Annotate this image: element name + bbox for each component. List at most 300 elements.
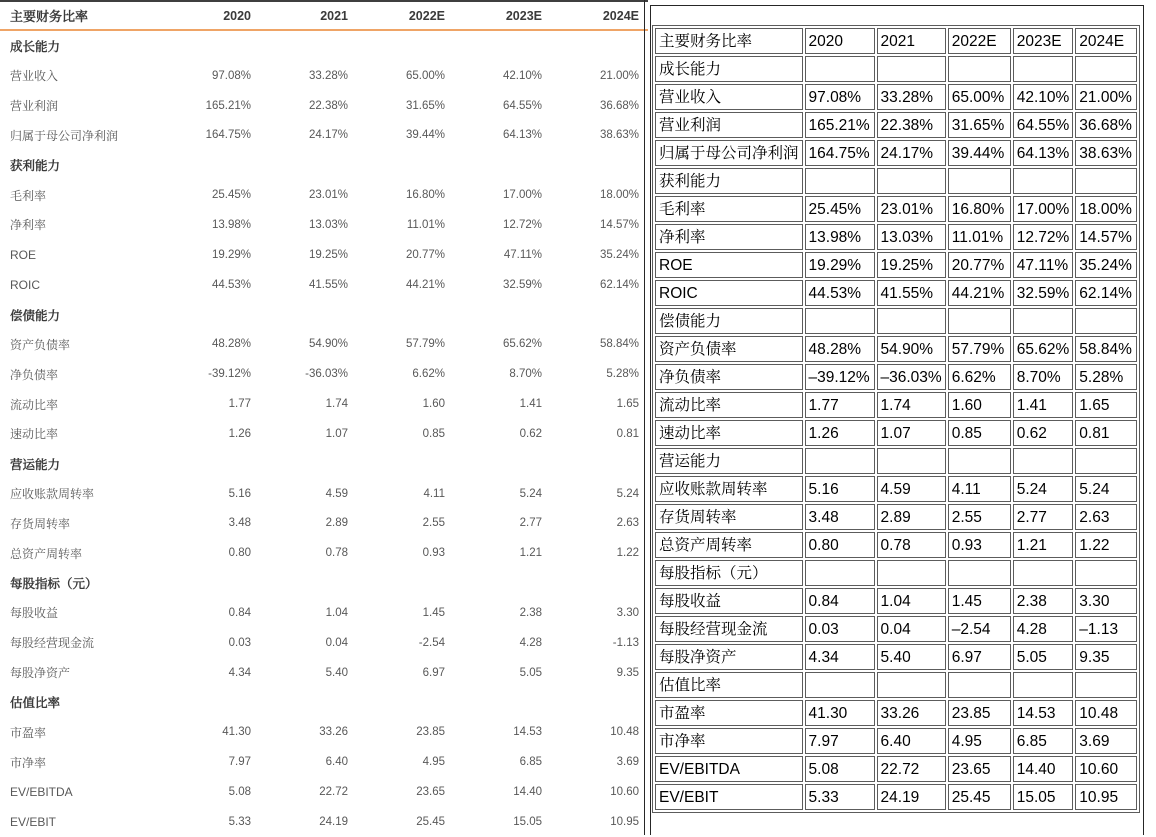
- grid-cell: 1.21: [1013, 532, 1074, 558]
- grid-cell: 62.14%: [1075, 280, 1137, 306]
- grid-cell: [805, 168, 875, 194]
- grid-row-label: ROIC: [655, 280, 803, 306]
- row-value: 4.11: [423, 487, 445, 500]
- row-label: 估值比率: [10, 696, 61, 711]
- grid-cell: 20.77%: [948, 252, 1011, 278]
- grid-cell: [805, 560, 875, 586]
- grid-data-row: [655, 532, 1137, 558]
- grid-cell: [1013, 672, 1074, 698]
- row-value: -1.13: [612, 636, 639, 649]
- row-value: 0.81: [616, 427, 639, 440]
- grid-data-row: [655, 476, 1137, 502]
- row-value: 33.26: [319, 726, 348, 739]
- grid-row-label: 市盈率: [655, 700, 803, 726]
- grid-cell: 3.69: [1075, 728, 1137, 754]
- row-value: -36.03%: [305, 368, 348, 381]
- grid-cell: [948, 560, 1011, 586]
- row-value: 16.80%: [405, 189, 445, 202]
- row-value: 5.33: [228, 815, 251, 828]
- grid-cell: 17.00%: [1013, 196, 1074, 222]
- grid-cell: [877, 448, 946, 474]
- report-data-row: [0, 240, 648, 270]
- grid-row-label: 资产负债率: [655, 336, 803, 362]
- grid-cell: 4.59: [877, 476, 946, 502]
- grid-cell: 6.97: [948, 644, 1011, 670]
- row-value: 65.00%: [405, 69, 445, 82]
- report-table: [0, 2, 648, 837]
- row-label: 每股净资产: [10, 666, 71, 681]
- row-label: 存货周转率: [10, 516, 71, 531]
- report-header-year: 2022E: [408, 8, 445, 23]
- grid-cell: 5.28%: [1075, 364, 1137, 390]
- grid-row-label: EV/EBIT: [655, 784, 803, 810]
- grid-cell: [805, 56, 875, 82]
- row-value: 23.65: [416, 786, 445, 799]
- grid-cell: 8.70%: [1013, 364, 1074, 390]
- row-value: 25.45: [416, 815, 445, 828]
- row-value: 0.80: [228, 547, 251, 560]
- row-value: 58.84%: [599, 338, 639, 351]
- grid-cell: 14.53: [1013, 700, 1074, 726]
- grid-cell: 4.95: [948, 728, 1011, 754]
- row-value: 1.65: [616, 398, 639, 411]
- row-value: 32.59%: [502, 278, 542, 291]
- row-value: 35.24%: [599, 248, 639, 261]
- grid-cell: [805, 308, 875, 334]
- row-label: 每股指标（元）: [10, 577, 98, 592]
- row-value: 14.40: [513, 786, 542, 799]
- grid-cell: –1.13: [1075, 616, 1137, 642]
- grid-cell: 33.26: [877, 700, 946, 726]
- grid-row-label: 营业利润: [655, 112, 803, 138]
- grid-row-label: 应收账款周转率: [655, 476, 803, 502]
- grid-cell: 0.80: [805, 532, 875, 558]
- grid-cell: 48.28%: [805, 336, 875, 362]
- grid-cell: 0.81: [1075, 420, 1137, 446]
- grid-cell: 5.05: [1013, 644, 1074, 670]
- row-value: 7.97: [228, 756, 251, 769]
- grid-cell: 0.85: [948, 420, 1011, 446]
- row-value: 2.89: [325, 517, 348, 530]
- grid-cell: [1013, 56, 1074, 82]
- report-data-row: [0, 210, 648, 240]
- grid-row-label: 存货周转率: [655, 504, 803, 530]
- row-value: 5.28%: [606, 368, 639, 381]
- row-value: 1.60: [422, 398, 445, 411]
- row-value: 48.28%: [211, 338, 251, 351]
- grid-cell: 1.26: [805, 420, 875, 446]
- grid-cell: 11.01%: [948, 224, 1011, 250]
- row-label: 毛利率: [10, 188, 47, 203]
- row-value: 20.77%: [405, 248, 445, 261]
- row-value: 0.93: [422, 547, 445, 560]
- row-label: 偿债能力: [10, 308, 61, 323]
- grid-cell: [877, 56, 946, 82]
- row-label: 应收账款周转率: [10, 487, 95, 502]
- grid-cell: 16.80%: [948, 196, 1011, 222]
- grid-cell: 7.97: [805, 728, 875, 754]
- report-data-row: [0, 598, 648, 628]
- grid-cell: 0.78: [877, 532, 946, 558]
- row-value: 39.44%: [405, 129, 445, 142]
- report-header-year: 2024E: [602, 8, 639, 23]
- grid-data-row: [655, 700, 1137, 726]
- report-data-row: [0, 658, 648, 688]
- grid-row-label: ROE: [655, 252, 803, 278]
- row-label: ROIC: [10, 277, 40, 292]
- grid-cell: 2.38: [1013, 588, 1074, 614]
- row-value: -2.54: [418, 636, 445, 649]
- row-value: 3.30: [616, 606, 639, 619]
- grid-cell: 58.84%: [1075, 336, 1137, 362]
- grid-data-row: [655, 84, 1137, 110]
- row-value: 4.95: [422, 756, 445, 769]
- report-section-row: [0, 449, 648, 479]
- report-data-row: [0, 747, 648, 777]
- row-value: 9.35: [616, 666, 639, 679]
- grid-cell: [877, 308, 946, 334]
- grid-data-row: [655, 784, 1137, 810]
- grid-cell: 0.84: [805, 588, 875, 614]
- row-value: 1.04: [325, 606, 348, 619]
- grid-cell: 2.55: [948, 504, 1011, 530]
- grid-data-row: [655, 196, 1137, 222]
- report-section-row: [0, 568, 648, 598]
- row-label: ROE: [10, 247, 37, 262]
- grid-data-row: [655, 644, 1137, 670]
- grid-cell: 165.21%: [805, 112, 875, 138]
- grid-cell: 6.40: [877, 728, 946, 754]
- grid-cell: 1.65: [1075, 392, 1137, 418]
- row-value: 3.69: [616, 756, 639, 769]
- row-label: 市盈率: [10, 725, 47, 740]
- grid-row-label: 总资产周转率: [655, 532, 803, 558]
- grid-cell: 23.01%: [877, 196, 946, 222]
- row-value: 2.55: [422, 517, 445, 530]
- grid-cell: [948, 448, 1011, 474]
- row-value: 0.85: [422, 427, 445, 440]
- row-value: 13.98%: [211, 218, 251, 231]
- row-value: 8.70%: [509, 368, 542, 381]
- row-label: 营业利润: [10, 99, 59, 114]
- grid-cell: 25.45%: [805, 196, 875, 222]
- report-header-year: 2020: [223, 8, 251, 23]
- grid-cell: 41.55%: [877, 280, 946, 306]
- grid-data-row: [655, 364, 1137, 390]
- grid-cell: [1075, 448, 1137, 474]
- grid-cell: 57.79%: [948, 336, 1011, 362]
- grid-cell: 18.00%: [1075, 196, 1137, 222]
- row-value: 64.13%: [502, 129, 542, 142]
- grid-cell: 3.30: [1075, 588, 1137, 614]
- grid-cell: 14.40: [1013, 756, 1074, 782]
- grid-row-label: 估值比率: [655, 672, 803, 698]
- row-value: 1.07: [325, 427, 348, 440]
- row-value: -39.12%: [208, 368, 251, 381]
- grid-table-pane: [650, 5, 1144, 835]
- grid-cell: 44.21%: [948, 280, 1011, 306]
- grid-data-row: [655, 140, 1137, 166]
- report-data-row: [0, 509, 648, 539]
- row-value: 164.75%: [205, 129, 251, 142]
- grid-cell: 47.11%: [1013, 252, 1074, 278]
- grid-cell: 5.08: [805, 756, 875, 782]
- grid-row-label: 营运能力: [655, 448, 803, 474]
- row-value: 15.05: [513, 815, 542, 828]
- grid-row-label: 获利能力: [655, 168, 803, 194]
- grid-cell: 24.17%: [877, 140, 946, 166]
- grid-cell: [1075, 672, 1137, 698]
- row-label: 市净率: [10, 755, 47, 770]
- grid-cell: 1.41: [1013, 392, 1074, 418]
- grid-cell: [948, 308, 1011, 334]
- grid-cell: 1.04: [877, 588, 946, 614]
- grid-cell: 38.63%: [1075, 140, 1137, 166]
- row-label: 资产负债率: [10, 337, 71, 352]
- grid-row-label: 速动比率: [655, 420, 803, 446]
- grid-cell: 22.38%: [877, 112, 946, 138]
- grid-cell: 2.89: [877, 504, 946, 530]
- grid-row-label: 流动比率: [655, 392, 803, 418]
- grid-cell: [948, 168, 1011, 194]
- row-value: 10.95: [610, 815, 639, 828]
- grid-row-label: 市净率: [655, 728, 803, 754]
- grid-data-row: [655, 504, 1137, 530]
- report-data-row: [0, 628, 648, 658]
- grid-cell: 1.60: [948, 392, 1011, 418]
- grid-cell: [877, 672, 946, 698]
- grid-cell: 2024E: [1075, 28, 1137, 54]
- grid-section-row: [655, 560, 1137, 586]
- report-data-row: [0, 479, 648, 509]
- grid-cell: 36.68%: [1075, 112, 1137, 138]
- grid-cell: 23.65: [948, 756, 1011, 782]
- grid-cell: 10.60: [1075, 756, 1137, 782]
- row-value: 44.53%: [211, 278, 251, 291]
- grid-section-row: [655, 448, 1137, 474]
- report-header-year: 2023E: [505, 8, 542, 23]
- report-header-title: 主要财务比率: [10, 9, 89, 24]
- row-value: 1.21: [519, 547, 542, 560]
- grid-data-row: [655, 224, 1137, 250]
- row-value: 57.79%: [405, 338, 445, 351]
- grid-cell: 54.90%: [877, 336, 946, 362]
- row-value: 1.77: [228, 398, 251, 411]
- grid-cell: 21.00%: [1075, 84, 1137, 110]
- grid-row-label: 每股收益: [655, 588, 803, 614]
- row-value: 1.45: [422, 606, 445, 619]
- grid-cell: 5.33: [805, 784, 875, 810]
- grid-data-row: [655, 728, 1137, 754]
- grid-cell: [1013, 560, 1074, 586]
- row-value: 12.72%: [502, 218, 542, 231]
- grid-cell: 13.03%: [877, 224, 946, 250]
- grid-cell: 19.25%: [877, 252, 946, 278]
- grid-cell: [1013, 168, 1074, 194]
- row-value: 2.77: [519, 517, 542, 530]
- grid-cell: 42.10%: [1013, 84, 1074, 110]
- grid-cell: –39.12%: [805, 364, 875, 390]
- row-value: 5.05: [519, 666, 542, 679]
- row-value: 1.22: [616, 547, 639, 560]
- grid-section-row: [655, 308, 1137, 334]
- grid-cell: 23.85: [948, 700, 1011, 726]
- grid-cell: 0.03: [805, 616, 875, 642]
- grid-row-label: 每股指标（元）: [655, 560, 803, 586]
- grid-row-label: 主要财务比率: [655, 28, 803, 54]
- grid-cell: [1013, 308, 1074, 334]
- report-data-row: [0, 717, 648, 747]
- grid-row-label: 每股净资产: [655, 644, 803, 670]
- grid-data-row: [655, 392, 1137, 418]
- row-value: 62.14%: [599, 278, 639, 291]
- row-value: 19.29%: [211, 248, 251, 261]
- grid-cell: 25.45: [948, 784, 1011, 810]
- grid-row-label: 归属于母公司净利润: [655, 140, 803, 166]
- row-value: 6.40: [325, 756, 348, 769]
- row-value: 5.16: [228, 487, 251, 500]
- report-data-row: [0, 419, 648, 449]
- grid-data-row: [655, 112, 1137, 138]
- report-section-row: [0, 300, 648, 330]
- report-data-row: [0, 91, 648, 121]
- row-value: 23.85: [416, 726, 445, 739]
- grid-cell: [1075, 560, 1137, 586]
- grid-data-row: [655, 280, 1137, 306]
- row-value: 24.19: [319, 815, 348, 828]
- grid-cell: [805, 672, 875, 698]
- grid-row-label: EV/EBITDA: [655, 756, 803, 782]
- row-value: 19.25%: [308, 248, 348, 261]
- row-label: 总资产周转率: [10, 546, 83, 561]
- report-data-row: [0, 329, 648, 359]
- row-label: 获利能力: [10, 159, 61, 174]
- grid-table: [652, 25, 1140, 813]
- grid-cell: 2.63: [1075, 504, 1137, 530]
- grid-row-label: 成长能力: [655, 56, 803, 82]
- report-data-row: [0, 180, 648, 210]
- row-value: 14.53: [513, 726, 542, 739]
- grid-cell: 0.04: [877, 616, 946, 642]
- grid-cell: [1075, 56, 1137, 82]
- row-value: 18.00%: [599, 189, 639, 202]
- grid-cell: 64.13%: [1013, 140, 1074, 166]
- report-data-row: [0, 807, 648, 837]
- row-value: 4.59: [325, 487, 348, 500]
- row-value: 33.28%: [308, 69, 348, 82]
- grid-cell: –36.03%: [877, 364, 946, 390]
- grid-cell: 5.24: [1013, 476, 1074, 502]
- grid-cell: 6.85: [1013, 728, 1074, 754]
- grid-cell: 4.11: [948, 476, 1011, 502]
- row-value: 2.38: [519, 606, 542, 619]
- grid-cell: 19.29%: [805, 252, 875, 278]
- grid-cell: 13.98%: [805, 224, 875, 250]
- grid-row-label: 偿债能力: [655, 308, 803, 334]
- row-label: EV/EBITDA: [10, 785, 73, 800]
- grid-cell: 35.24%: [1075, 252, 1137, 278]
- row-value: 4.34: [228, 666, 251, 679]
- report-data-row: [0, 359, 648, 389]
- grid-data-row: [655, 252, 1137, 278]
- grid-cell: 2020: [805, 28, 875, 54]
- grid-cell: 5.24: [1075, 476, 1137, 502]
- row-value: 23.01%: [308, 189, 348, 202]
- grid-cell: [1075, 308, 1137, 334]
- grid-row-label: 每股经营现金流: [655, 616, 803, 642]
- row-label: 净利率: [10, 218, 47, 233]
- report-section-row: [0, 150, 648, 180]
- grid-cell: 0.93: [948, 532, 1011, 558]
- grid-data-row: [655, 336, 1137, 362]
- row-value: 1.26: [228, 427, 251, 440]
- row-value: 6.97: [422, 666, 445, 679]
- row-value: 64.55%: [502, 99, 542, 112]
- row-value: 1.41: [519, 398, 542, 411]
- report-data-row: [0, 389, 648, 419]
- grid-section-row: [655, 56, 1137, 82]
- row-value: 14.57%: [599, 218, 639, 231]
- grid-row-label: 净利率: [655, 224, 803, 250]
- grid-row-label: 净负债率: [655, 364, 803, 390]
- row-value: 5.08: [228, 786, 251, 799]
- grid-cell: 39.44%: [948, 140, 1011, 166]
- row-value: 0.04: [325, 636, 348, 649]
- row-label: 营业收入: [10, 69, 59, 84]
- grid-cell: 4.34: [805, 644, 875, 670]
- grid-data-row: [655, 420, 1137, 446]
- grid-cell: 2023E: [1013, 28, 1074, 54]
- grid-data-row: [655, 616, 1137, 642]
- row-label: 营运能力: [10, 457, 61, 472]
- grid-cell: 64.55%: [1013, 112, 1074, 138]
- row-value: 0.84: [228, 606, 251, 619]
- grid-cell: 41.30: [805, 700, 875, 726]
- row-label: 净负债率: [10, 367, 59, 382]
- row-value: 3.48: [228, 517, 251, 530]
- grid-cell: [877, 560, 946, 586]
- grid-cell: –2.54: [948, 616, 1011, 642]
- row-value: 44.21%: [405, 278, 445, 291]
- report-data-row: [0, 777, 648, 807]
- grid-row-label: 营业收入: [655, 84, 803, 110]
- row-value: 97.08%: [211, 69, 251, 82]
- row-value: 5.24: [519, 487, 542, 500]
- grid-cell: 2021: [877, 28, 946, 54]
- report-data-row: [0, 270, 648, 300]
- grid-cell: 33.28%: [877, 84, 946, 110]
- row-value: 0.78: [325, 547, 348, 560]
- grid-cell: 6.62%: [948, 364, 1011, 390]
- grid-data-row: [655, 588, 1137, 614]
- grid-cell: 1.77: [805, 392, 875, 418]
- grid-cell: 10.48: [1075, 700, 1137, 726]
- grid-cell: 0.62: [1013, 420, 1074, 446]
- grid-cell: 12.72%: [1013, 224, 1074, 250]
- row-value: 10.60: [610, 786, 639, 799]
- row-value: 2.63: [616, 517, 639, 530]
- grid-cell: [805, 448, 875, 474]
- row-value: 36.68%: [599, 99, 639, 112]
- grid-cell: [1075, 168, 1137, 194]
- row-value: 47.11%: [503, 248, 542, 261]
- report-data-row: [0, 121, 648, 151]
- row-value: 13.03%: [308, 218, 348, 231]
- grid-cell: 3.48: [805, 504, 875, 530]
- grid-cell: [948, 672, 1011, 698]
- row-value: 6.85: [519, 756, 542, 769]
- row-label: 每股收益: [10, 606, 59, 621]
